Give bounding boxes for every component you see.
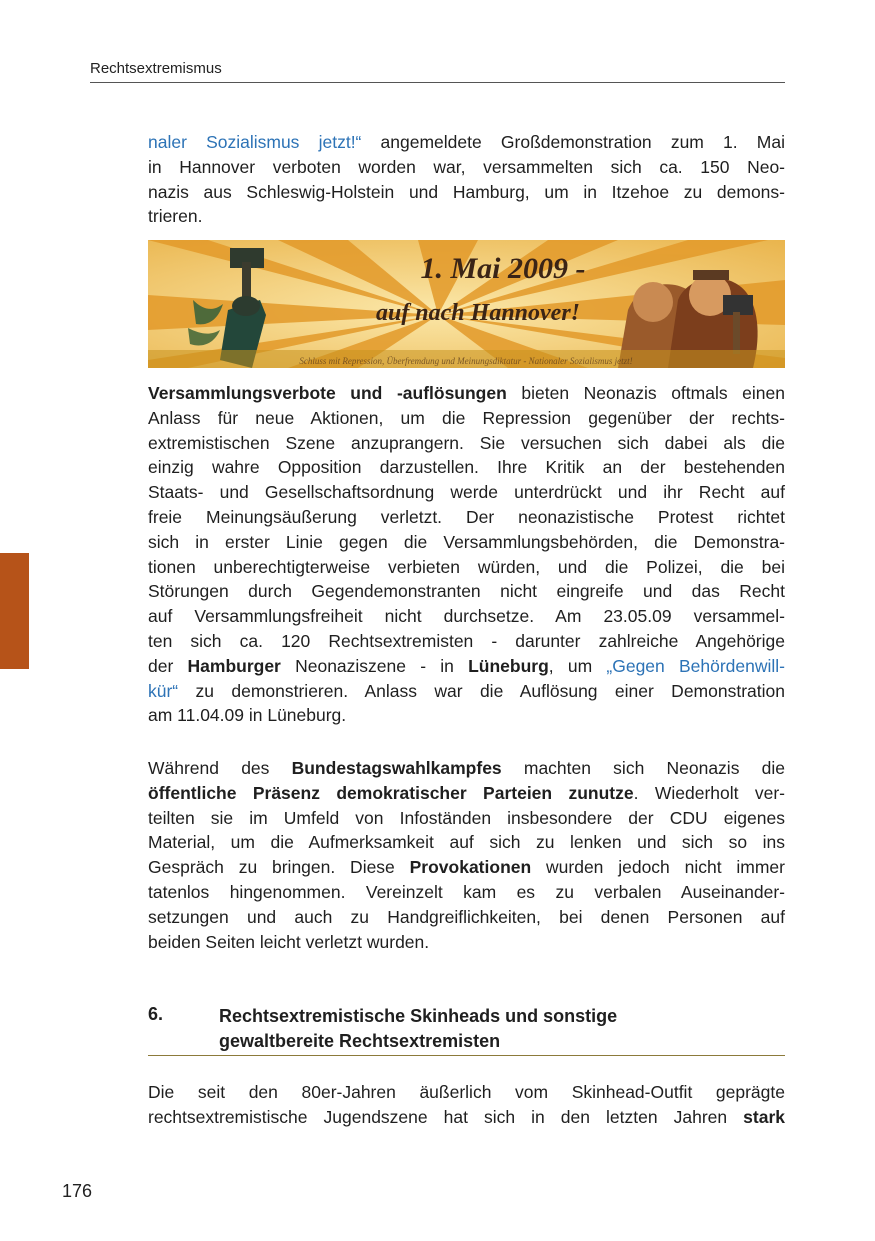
text-line: am 11.04.09 in Lüneburg. [148,705,347,726]
text: , um [548,655,607,676]
text-line [148,781,785,806]
bold-term: öffentliche Präsenz demokratischer Parteien zunutze [148,782,634,803]
text-line: in Hannover verboten worden war, versammelten sich ca. 150 Neo- [148,156,785,177]
text: Neonaziszene - in [280,655,469,676]
paragraph-1 [148,130,785,229]
text-line [148,679,785,704]
text-line [148,654,785,679]
text-line: sich in erster Linie gegen die Versammlungsbehörden, die Demonstra- [148,531,785,552]
text-line: tionen unberechtigterweise verbieten würden, und die Polizei, die bei [148,556,785,577]
section-title [219,1004,779,1054]
text: wurden jedoch nicht immer [531,857,785,878]
text-line [148,381,785,406]
text: machten sich Neonazis die [501,758,785,778]
text: Während des [148,758,292,778]
text-line: auf Versammlungsfreiheit nicht durchsetze. Am 23.05.09 versammel- [148,606,785,627]
paragraph-3 [148,756,785,954]
text-line [148,756,785,781]
section-number: 6. [148,1004,164,1024]
text-line: Störungen durch Gegendemonstranten nicht eingreife und das Recht [148,581,785,602]
quote-link-text: naler Sozialismus jetzt!“ [148,132,362,152]
banner-title: 1. Mai 2009 - [420,252,586,285]
header-rule [90,82,785,83]
section-rule [148,1055,785,1056]
bold-term: stark [743,1106,785,1127]
section-title-line: gewaltbereite Rechtsextremisten [219,1031,501,1051]
text-line: beiden Seiten leicht verletzt wurden. [148,931,430,952]
bold-term: Bundestagswahlkampfes [291,758,502,778]
text-line: ten sich ca. 120 Rechtsextremisten - darunter zahlreiche Angehörige [148,630,785,651]
quote-link-text: „Gegen Behördenwill- [606,655,785,676]
text-line: Anlass für neue Aktionen, um die Repression gegenüber der rechts- [148,407,785,428]
text: bieten Neonazis oftmals einen [506,383,785,403]
text-line: einzig wahre Opposition darzustellen. Ihre Kritik an der bestehenden [148,457,785,478]
banner-footer: Schluss mit Repression, Überfremdung und Meinungsdiktatur - Nationaler Sozialismus jetzt! [299,356,633,366]
text: angemeldete Großdemonstration zum 1. Mai [361,132,785,152]
text-line [148,1105,785,1130]
text-line: Material, um die Aufmerksamkeit auf sich zu lenken und sich so ins [148,832,785,853]
section-title-line: Rechtsextremistische Skinheads und sonstige [219,1006,618,1026]
demo-banner-image [148,240,785,368]
text-line [148,855,785,880]
text: der [148,655,188,676]
text: . Wiederholt ver- [633,782,785,803]
text-line [148,130,785,155]
text-line: tatenlos hingenommen. Vereinzelt kam es zu verbalen Auseinander- [148,881,785,902]
bold-term: Lüneburg [468,655,549,676]
text-line: Die seit den 80er-Jahren äußerlich vom Skinhead-Outfit geprägte [148,1082,785,1102]
text: zu demonstrieren. Anlass war die Auflösung einer Demonstration [178,680,785,701]
text-line: extremistischen Szene anzuprangern. Sie versuchen sich dabei als die [148,432,785,453]
paragraph-4 [148,1080,785,1130]
text-line: setzungen und auch zu Handgreiflichkeiten, bei denen Personen auf [148,906,785,927]
text-line: trieren. [148,206,203,227]
text-line: nazis aus Schleswig-Holstein und Hamburg, um in Itzehoe zu demons- [148,181,785,202]
banner-subtitle: auf nach Hannover! [375,300,581,326]
text: rechtsextremistische Jugendszene hat sich in den letzten Jahren [148,1106,744,1127]
page-number: 176 [62,1181,93,1201]
chapter-side-tab [0,553,29,669]
bold-term: Provokationen [409,857,532,878]
quote-link-text: kür“ [148,680,179,701]
text-line: teilten sie im Umfeld von Infoständen insbesondere der CDU eigenes [148,807,785,828]
text: Gespräch zu bringen. Diese [148,857,410,878]
text-line: Staats- und Gesellschaftsordnung werde unterdrückt und ihr Recht auf [148,482,785,503]
bold-term: Versammlungsverbote und -auflösungen [148,383,507,403]
text-line: freie Meinungsäußerung verletzt. Der neonazistische Protest richtet [148,506,785,527]
paragraph-2 [148,381,785,728]
bold-term: Hamburger [187,655,281,676]
running-head: Rechtsextremismus [90,60,222,77]
